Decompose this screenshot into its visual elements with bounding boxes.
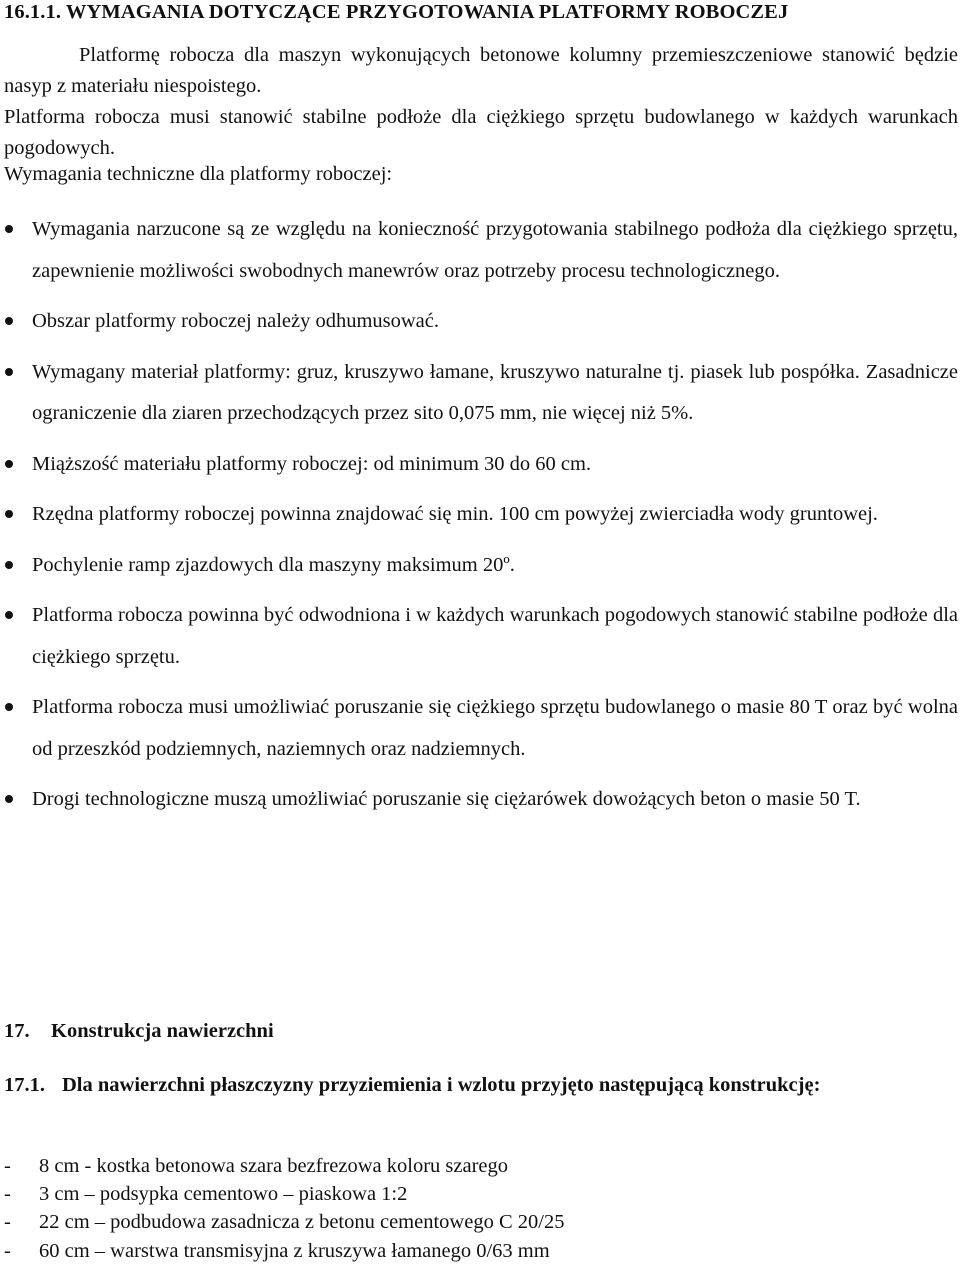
- requirement-text: Rzędna platformy roboczej powinna znajdować się min. 100 cm powyżej zwierciadła wody gruntowej.: [32, 503, 878, 525]
- bullet-icon: [5, 611, 13, 619]
- bullet-icon: [5, 510, 13, 518]
- requirement-text: Miąższość materiału platformy roboczej: od minimum 30 do 60 cm.: [32, 452, 592, 475]
- requirement-item: [0, 687, 958, 770]
- intro-block: [4, 40, 958, 164]
- layer-item: [4, 1237, 564, 1265]
- requirements-heading: Wymagania techniczne dla platformy roboczej:: [4, 163, 393, 185]
- bullet-icon: [5, 561, 13, 569]
- requirement-item: [0, 352, 958, 435]
- layer-item: [4, 1208, 564, 1236]
- requirement-text: Wymagany materiał platformy: gruz, kruszywo łamane, kruszywo naturalne tj. piasek lub pospółka. Zasadnicze ograniczenie dla ziaren przechodzących przez sito 0,075 mm, nie więcej niż 5%.: [32, 360, 958, 424]
- requirement-item: [0, 209, 958, 292]
- dash-marker: -: [4, 1211, 11, 1234]
- chapter-17-title: Konstrukcja nawierzchni: [51, 1020, 274, 1042]
- layer-item: [4, 1152, 564, 1180]
- layer-item: [4, 1180, 564, 1208]
- layer-text: 60 cm – warstwa transmisyjna z kruszywa łamanego 0/63 mm: [39, 1239, 550, 1262]
- requirement-item: [0, 545, 958, 587]
- layer-text: 8 cm - kostka betonowa szara bezfrezowa koloru szarego: [39, 1155, 509, 1177]
- dash-marker: -: [4, 1183, 11, 1206]
- bullet-icon: [5, 368, 13, 376]
- pavement-layers-list: [4, 1152, 564, 1265]
- requirement-item: [0, 494, 958, 536]
- requirement-text: Drogi technologiczne muszą umożliwiać poruszanie się ciężarówek dowożących beton o masie 50 T.: [32, 788, 861, 810]
- requirement-item: [0, 301, 958, 343]
- dash-marker: -: [4, 1155, 11, 1177]
- layer-text: 22 cm – podbudowa zasadnicza z betonu cementowego C 20/25: [39, 1211, 565, 1234]
- chapter-17-heading: [4, 1019, 274, 1044]
- intro-paragraph: Platformę robocza dla maszyn wykonujących betonowe kolumny przemieszczeniowe stanowić będzie nasyp z materiału niespoistego.: [4, 44, 958, 97]
- bullet-icon: [5, 460, 13, 468]
- requirement-text: Pochylenie ramp zjazdowych dla maszyny maksimum 20º.: [32, 553, 515, 576]
- requirements-list: [0, 209, 958, 830]
- chapter-17-number: 17.: [4, 1020, 30, 1042]
- requirement-item: [0, 444, 958, 486]
- requirement-text: Obszar platformy roboczej należy odhumusować.: [32, 310, 440, 332]
- bullet-icon: [5, 795, 13, 803]
- requirement-item: [0, 595, 958, 678]
- requirement-text: Platforma robocza musi umożliwiać poruszanie się ciężkiego sprzętu budowlanego o masie 80 T oraz być wolna od przeszkód podziemnych, naziemnych oraz nadziemnych.: [32, 696, 958, 760]
- bullet-icon: [5, 317, 13, 325]
- requirement-text: Platforma robocza powinna być odwodniona i w każdych warunkach pogodowych stanowić stabilne podłoże dla ciężkiego sprzętu.: [32, 604, 958, 668]
- chapter-17-1-number: 17.1.: [4, 1074, 45, 1096]
- intro-paragraph: Platforma robocza musi stanowić stabilne podłoże dla ciężkiego sprzętu budowlanego w każdych warunkach pogodowych.: [4, 106, 958, 159]
- dash-marker: -: [4, 1239, 11, 1262]
- bullet-icon: [5, 225, 13, 233]
- layer-text: 3 cm – podsypka cementowo – piaskowa 1:2: [39, 1183, 408, 1206]
- section-heading: 16.1.1. WYMAGANIA DOTYCZĄCE PRZYGOTOWANIA PLATFORMY ROBOCZEJ: [4, 1, 789, 23]
- chapter-17-1-heading: [4, 1071, 958, 1099]
- requirement-text: Wymagania narzucone są ze względu na konieczność przygotowania stabilnego podłoża dla ciężkiego sprzętu, zapewnienie możliwości swobodnych manewrów oraz potrzeby procesu technologicznego.: [32, 218, 958, 282]
- chapter-17-1-title: Dla nawierzchni płaszczyzny przyziemienia i wzlotu przyjęto następującą konstrukcję:: [62, 1074, 821, 1096]
- bullet-icon: [5, 703, 13, 711]
- requirement-item: [0, 779, 958, 821]
